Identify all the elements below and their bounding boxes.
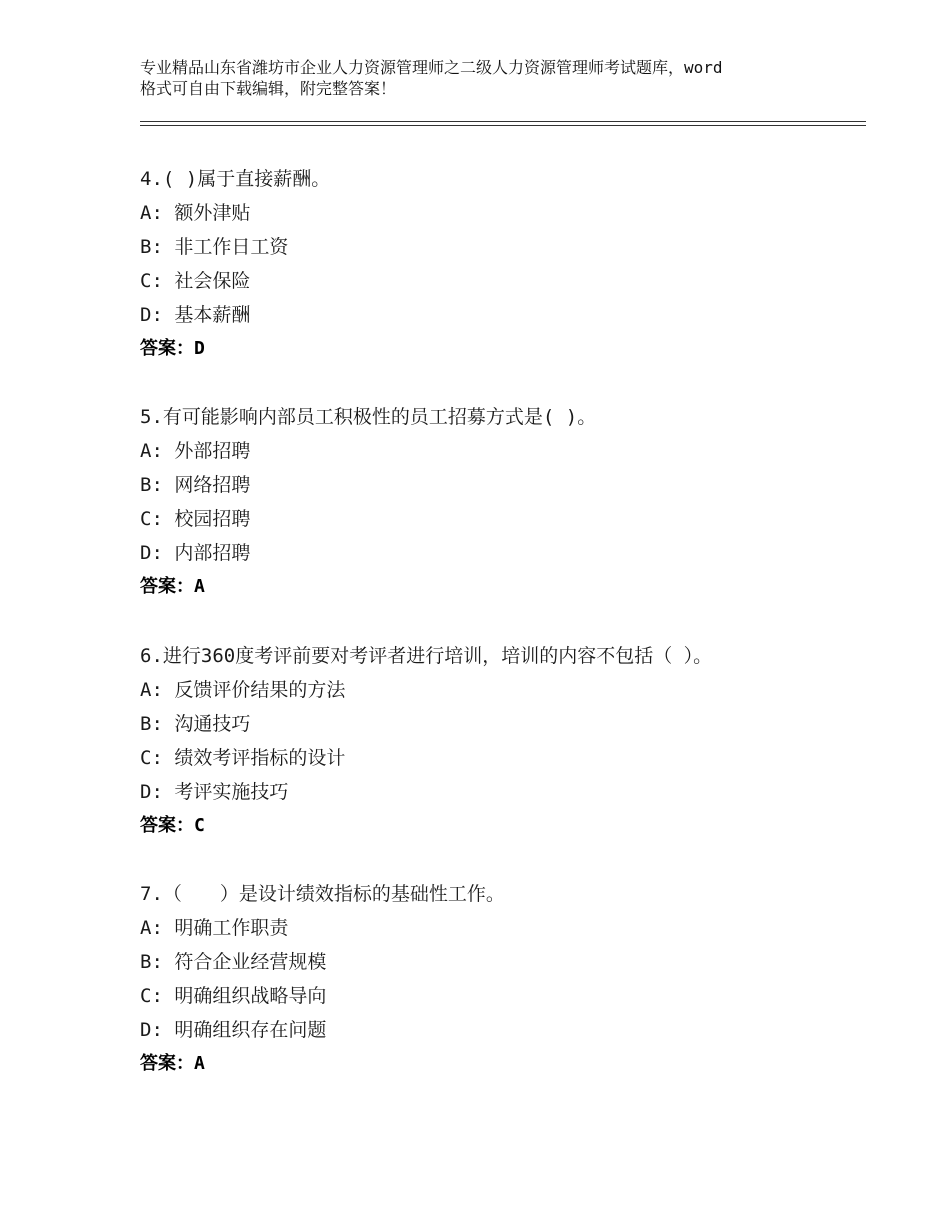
answer-value: C xyxy=(194,815,205,836)
answer-value: A xyxy=(194,1053,205,1074)
option-c: C: 绩效考评指标的设计 xyxy=(140,747,346,769)
option-a: A: 外部招聘 xyxy=(140,440,251,462)
question-stem: 5.有可能影响内部员工积极性的员工招募方式是( )。 xyxy=(140,406,597,428)
question-6 xyxy=(140,639,880,843)
answer-label: 答案： xyxy=(140,338,194,359)
answer-label: 答案： xyxy=(140,576,194,597)
option-c: C: 校园招聘 xyxy=(140,508,251,530)
question-5 xyxy=(140,400,880,604)
option-d: D: 基本薪酬 xyxy=(140,304,251,326)
option-a: A: 明确工作职责 xyxy=(140,917,289,939)
question-stem: 7.（ ）是设计绩效指标的基础性工作。 xyxy=(140,883,505,905)
option-a: A: 额外津贴 xyxy=(140,202,251,224)
option-c: C: 社会保险 xyxy=(140,270,251,292)
header-rule-bottom xyxy=(140,125,866,126)
answer-line xyxy=(140,809,880,843)
answer-line xyxy=(140,570,880,604)
question-stem: 4.( )属于直接薪酬。 xyxy=(140,168,331,190)
header-rule-top xyxy=(140,121,866,122)
answer-line xyxy=(140,1047,880,1081)
option-b: B: 非工作日工资 xyxy=(140,236,289,258)
option-b: B: 沟通技巧 xyxy=(140,713,251,735)
answer-label: 答案： xyxy=(140,1053,194,1074)
option-d: D: 内部招聘 xyxy=(140,542,251,564)
header-line-2: 格式可自由下载编辑，附完整答案！ xyxy=(140,79,397,98)
answer-value: D xyxy=(194,338,205,359)
document-header xyxy=(140,57,840,99)
option-d: D: 考评实施技巧 xyxy=(140,781,289,803)
question-4 xyxy=(140,162,880,366)
option-d: D: 明确组织存在问题 xyxy=(140,1019,327,1041)
option-c: C: 明确组织战略导向 xyxy=(140,985,327,1007)
answer-line xyxy=(140,332,880,366)
option-a: A: 反馈评价结果的方法 xyxy=(140,679,346,701)
question-stem: 6.进行360度考评前要对考评者进行培训，培训的内容不包括（ ）。 xyxy=(140,645,713,667)
question-7 xyxy=(140,877,880,1081)
answer-value: A xyxy=(194,576,205,597)
option-b: B: 网络招聘 xyxy=(140,474,251,496)
answer-label: 答案： xyxy=(140,815,194,836)
option-b: B: 符合企业经营规模 xyxy=(140,951,327,973)
header-line-1: 专业精品山东省潍坊市企业人力资源管理师之二级人力资源管理师考试题库，word xyxy=(140,58,723,77)
